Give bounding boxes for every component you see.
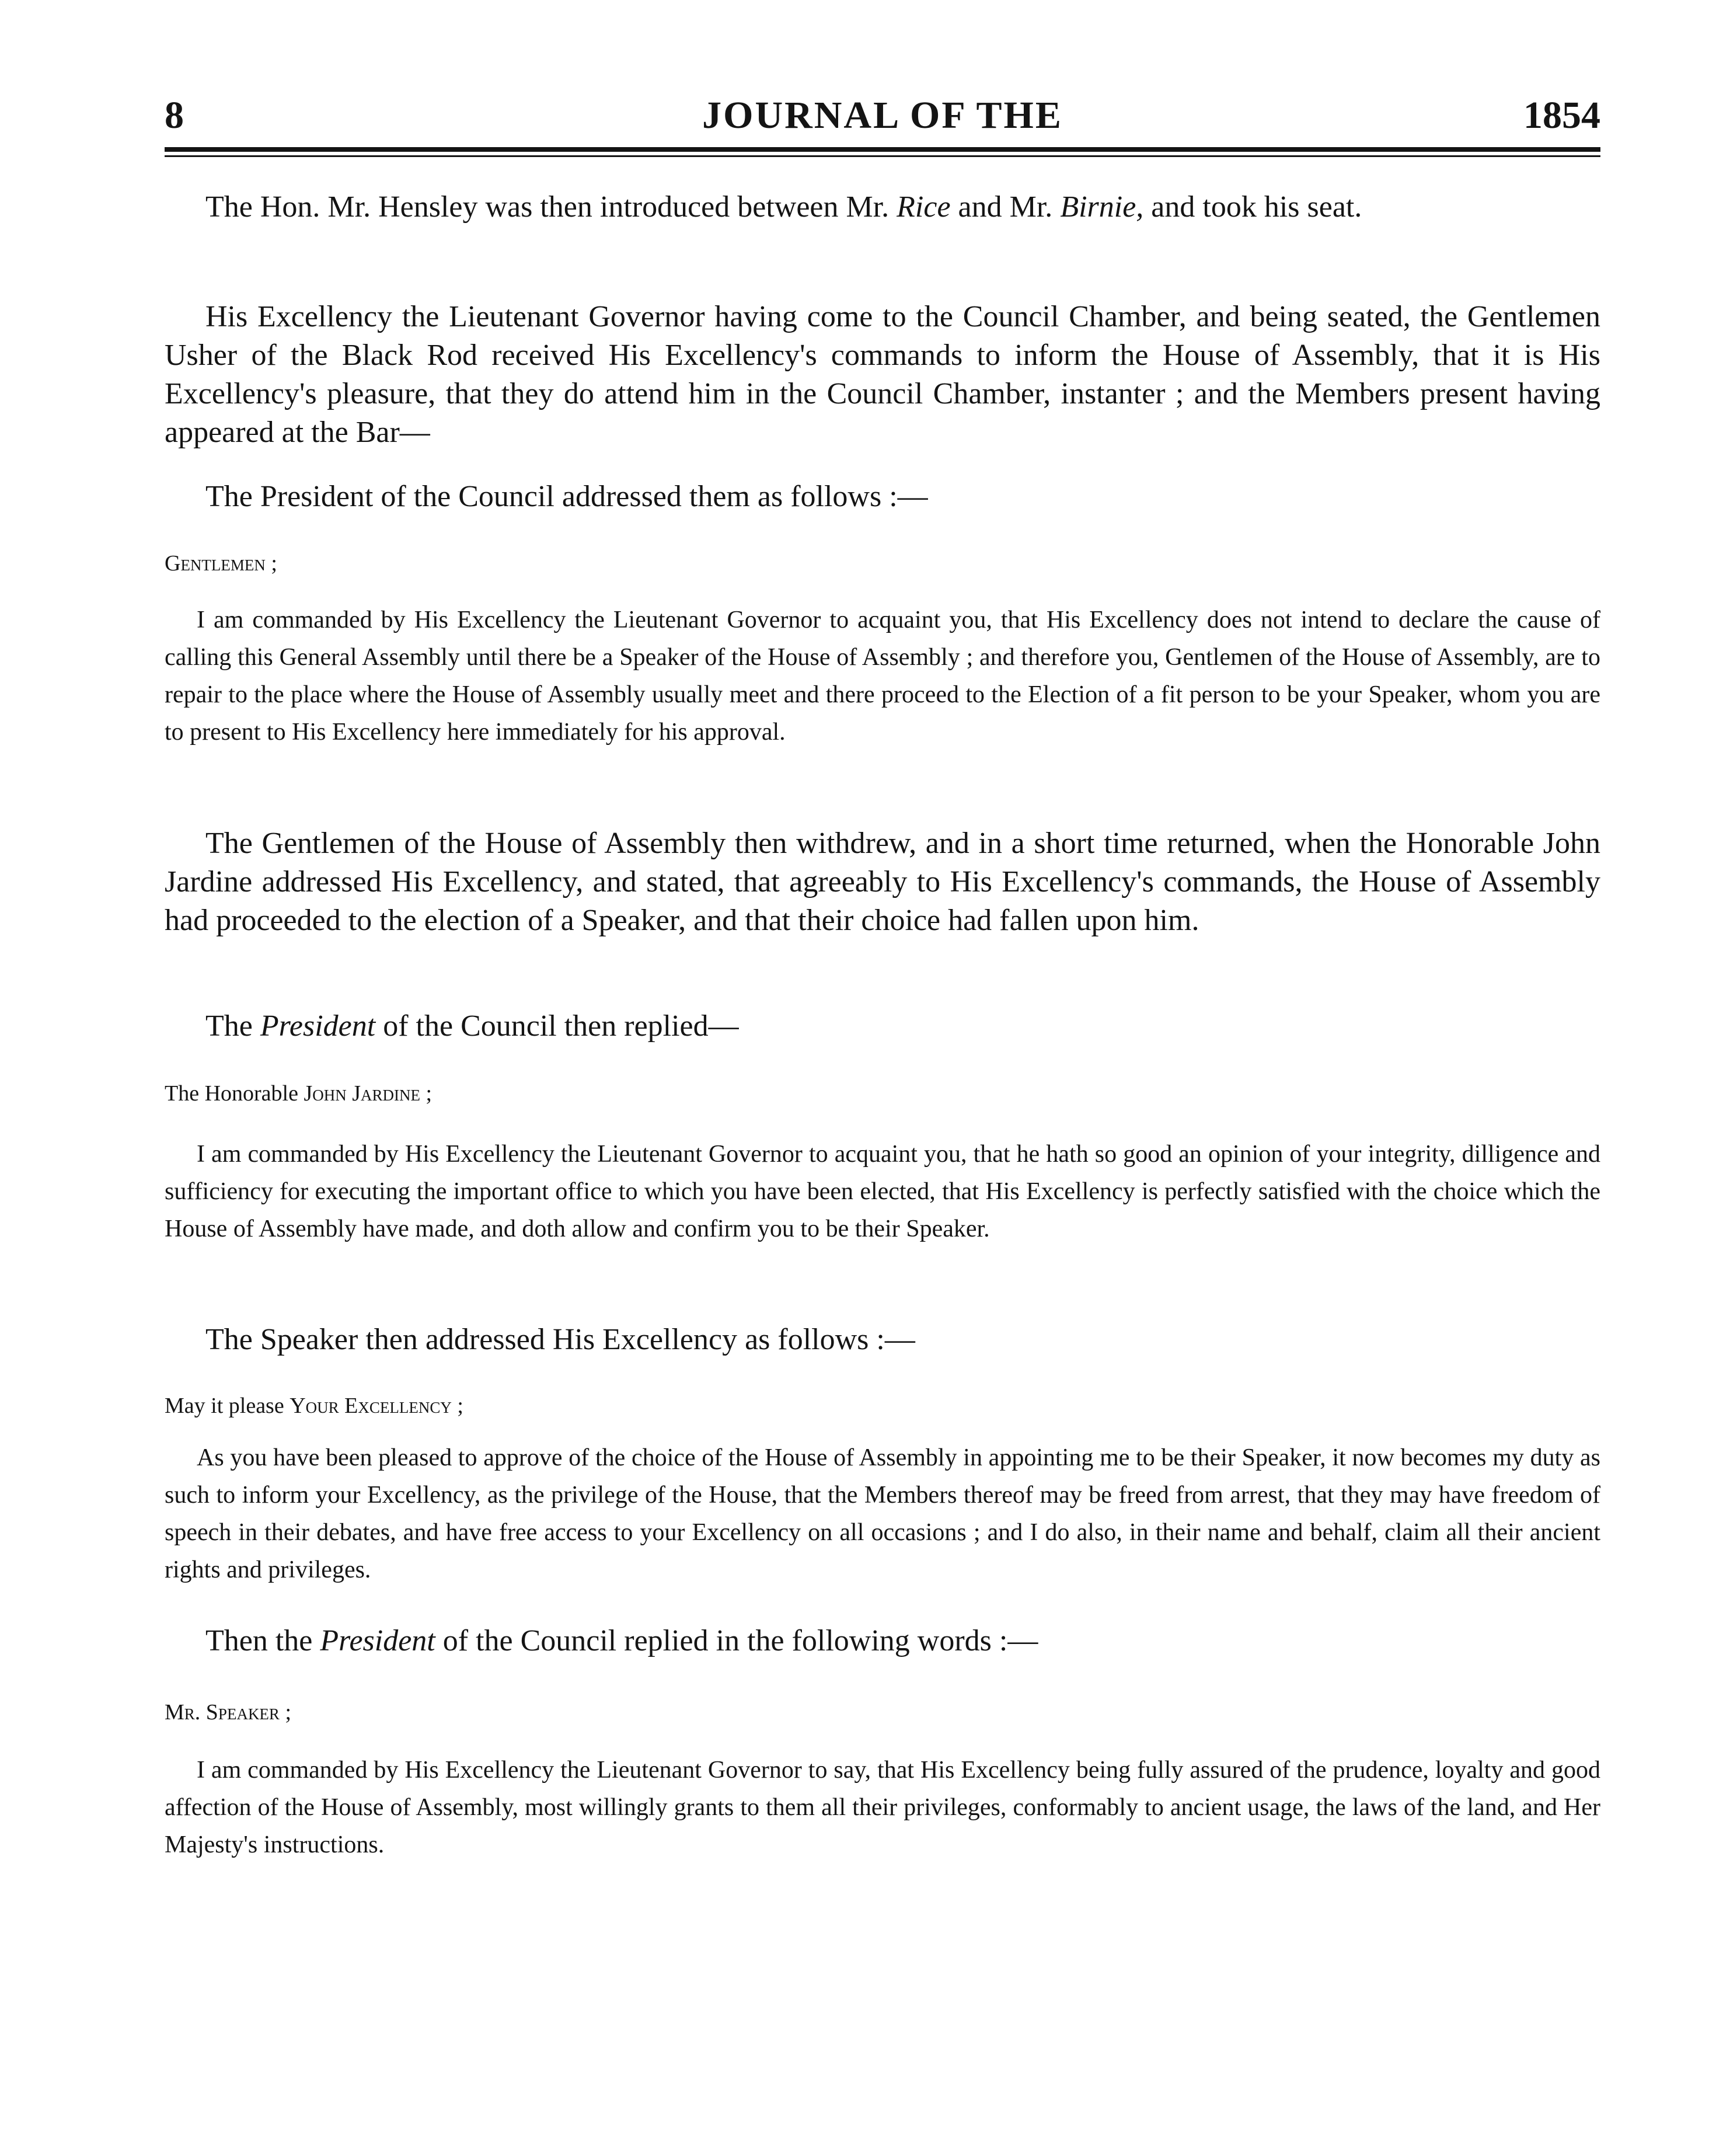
paragraph-governor-arrives: His Excellency the Lieutenant Governor having come to the Council Chamber, and being seated, the Gentlemen Usher of the Black Rod received His Excellency's commands to inform the House of Assembly, that it is His Excellency's pleasure, that they do attend him in the Council Chamber, instanter ; and the Members present having appeared at the Bar— [165, 300, 1600, 449]
salutation-gentlemen: Gentlemen ; [165, 551, 277, 576]
president-italic: President [320, 1624, 435, 1657]
paragraph-privileges-granted: I am commanded by His Excellency the Lieutenant Governor to say, that His Excellency being fully assured of the prudence, loyalty and good affection of the House of Assembly, most willingly grants to them all their privileges, conformably to ancient usage, the laws of the land, and Her Majesty's instructions. [165, 1757, 1600, 1858]
paragraph-president-replied [165, 1007, 1600, 1046]
text-run: of the Council then replied— [375, 1009, 739, 1043]
text-run: of the Council replied in the following words :— [435, 1624, 1038, 1657]
text-run: The Honorable [165, 1081, 304, 1106]
your-excellency: Your Excellency ; [290, 1394, 463, 1418]
paragraph-command-election: I am commanded by His Excellency the Lieutenant Governor to acquaint you, that His Excellency does not intend to declare the cause of calling this General Assembly until there be a Speaker of the House of Assembly ; and therefore you, Gentlemen of the House of Assembly, are to repair to the place where the House of Assembly usually meet and there proceed to the Election of a fit person to be your Speaker, whom you are to present to His Excellency here immediately for his approval. [165, 607, 1600, 746]
paragraph-speaker-addresses: The Speaker then addressed His Excellency as follows :— [205, 1323, 915, 1356]
text-run: The [205, 1009, 260, 1043]
paragraph-speaker-confirmed: I am commanded by His Excellency the Lieutenant Governor to acquaint you, that he hath so good an opinion of your integrity, dilligence and sufficiency for executing the important office to which you have been elected, that His Excellency is perfectly satisfied with the choice which the House of Assembly have made, and doth allow and confirm you to be their Speaker. [165, 1141, 1600, 1242]
president-italic: President [260, 1009, 376, 1043]
paragraph-president-addresses: The President of the Council addressed them as follows :— [205, 480, 928, 513]
text-run: and Mr. [950, 190, 1061, 224]
paragraph-president-reply-words [165, 1622, 1600, 1660]
running-header [165, 88, 1600, 143]
header-rule-thin [165, 155, 1600, 157]
paragraph-claim-privileges: As you have been pleased to approve of the choice of the House of Assembly in appointing me to be their Speaker, it now becomes my duty as such to inform your Excellency, as the privilege of the House, that the Members thereof may be freed from arrest, that they may have freedom of speech in their debates, and have free access to your Excellency on all occasions ; and I do also, in their name and behalf, claim all their ancient rights and privileges. [165, 1444, 1600, 1583]
member-name-birnie: Birnie, [1060, 190, 1144, 224]
salutation-your-excellency [165, 1391, 1600, 1420]
text-run: May it please [165, 1394, 290, 1418]
paragraph-introduction [165, 188, 1600, 227]
paragraph-speaker-elected: The Gentlemen of the House of Assembly then withdrew, and in a short time returned, when the Honorable John Jardine addressed His Excellency, and stated, that agreeably to His Excellency's commands, the House of Assembly had proceeded to the election of a Speaker, and that their choice had fallen upon him. [165, 827, 1600, 937]
salutation-john-jardine [165, 1079, 1600, 1108]
member-name-rice: Rice [897, 190, 951, 224]
text-run: The Hon. Mr. Hensley was then introduced between Mr. [205, 190, 897, 224]
header-rule-thick [165, 147, 1600, 152]
text-run: and took his seat. [1143, 190, 1362, 224]
page-number: 8 [165, 94, 184, 137]
text-run: Then the [205, 1624, 320, 1657]
header-year: 1854 [1523, 94, 1600, 137]
speaker-name: John Jardine ; [304, 1081, 433, 1106]
running-title: JOURNAL OF THE [702, 94, 1063, 137]
salutation-mr-speaker: Mr. Speaker ; [165, 1700, 291, 1725]
